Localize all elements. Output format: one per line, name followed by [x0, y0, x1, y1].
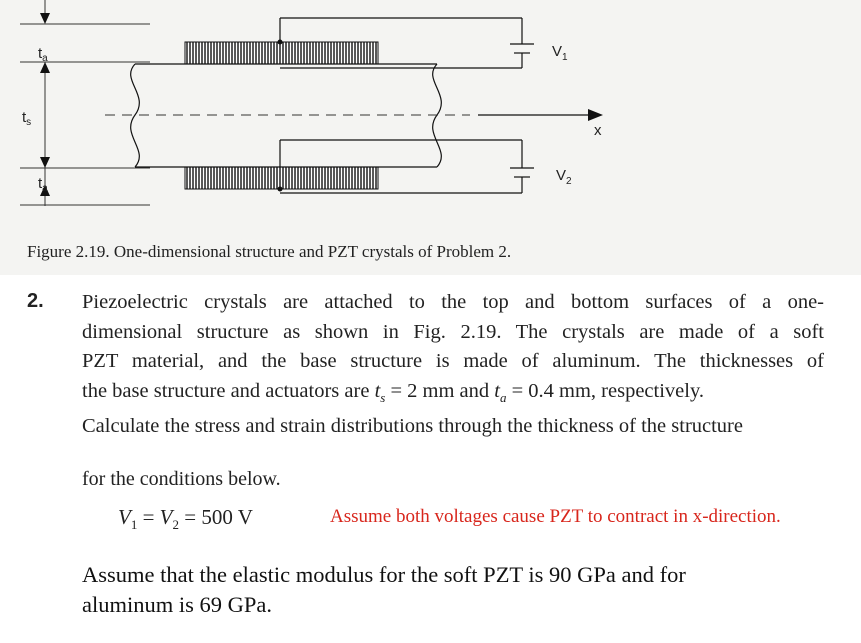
x-axis-label: x	[594, 122, 602, 139]
problem-continuation: for the conditions below.	[82, 468, 281, 490]
contraction-note: Assume both voltages cause PZT to contract in x-direction.	[330, 506, 781, 527]
top-pzt-crystal	[185, 42, 378, 64]
problem-line-4: the base structure and actuators are $t_s = 2$ mm and $t_a = 0.4$ mm, respectively.	[82, 379, 705, 405]
problem-line-5: Calculate the stress and strain distributions through the thickness of the structure	[82, 415, 743, 438]
label-ts: $t_s$	[22, 109, 32, 128]
problem-number: 2.	[27, 290, 44, 312]
bottom-pzt-crystal	[185, 167, 378, 189]
modulus-line-2: aluminum is 69 GPa.	[82, 592, 272, 617]
label-ta-bottom: $t_a$	[38, 175, 48, 194]
problem-line-3: PZT material, and the base structure is made of aluminum. The thicknesses of	[82, 350, 824, 372]
problem-line-2: dimensional structure as shown in Fig. 2.19. The crystals are made of a soft	[82, 320, 824, 343]
label-v2: $V_2$	[556, 167, 572, 187]
x-axis-arrowhead	[588, 109, 603, 121]
bottom-electrode-dot	[278, 187, 283, 192]
modulus-line-1: Assume that the elastic modulus for the soft PZT is 90 GPa and for	[82, 562, 686, 587]
problem-line-1: Piezoelectric crystals are attached to the top and bottom surfaces of a one-	[82, 291, 824, 313]
voltage-equation: $V_1 = V_2 = 500$ V	[118, 505, 253, 533]
top-electrode-dot	[278, 40, 283, 45]
structure-figure	[0, 0, 861, 240]
figure-caption: Figure 2.19. One-dimensional structure and PZT crystals of Problem 2.	[27, 242, 512, 261]
label-v1: $V_1$	[552, 43, 568, 63]
modulus-statement	[82, 560, 842, 620]
problem-statement	[82, 288, 824, 442]
label-ta-top: $t_a$	[38, 45, 48, 64]
